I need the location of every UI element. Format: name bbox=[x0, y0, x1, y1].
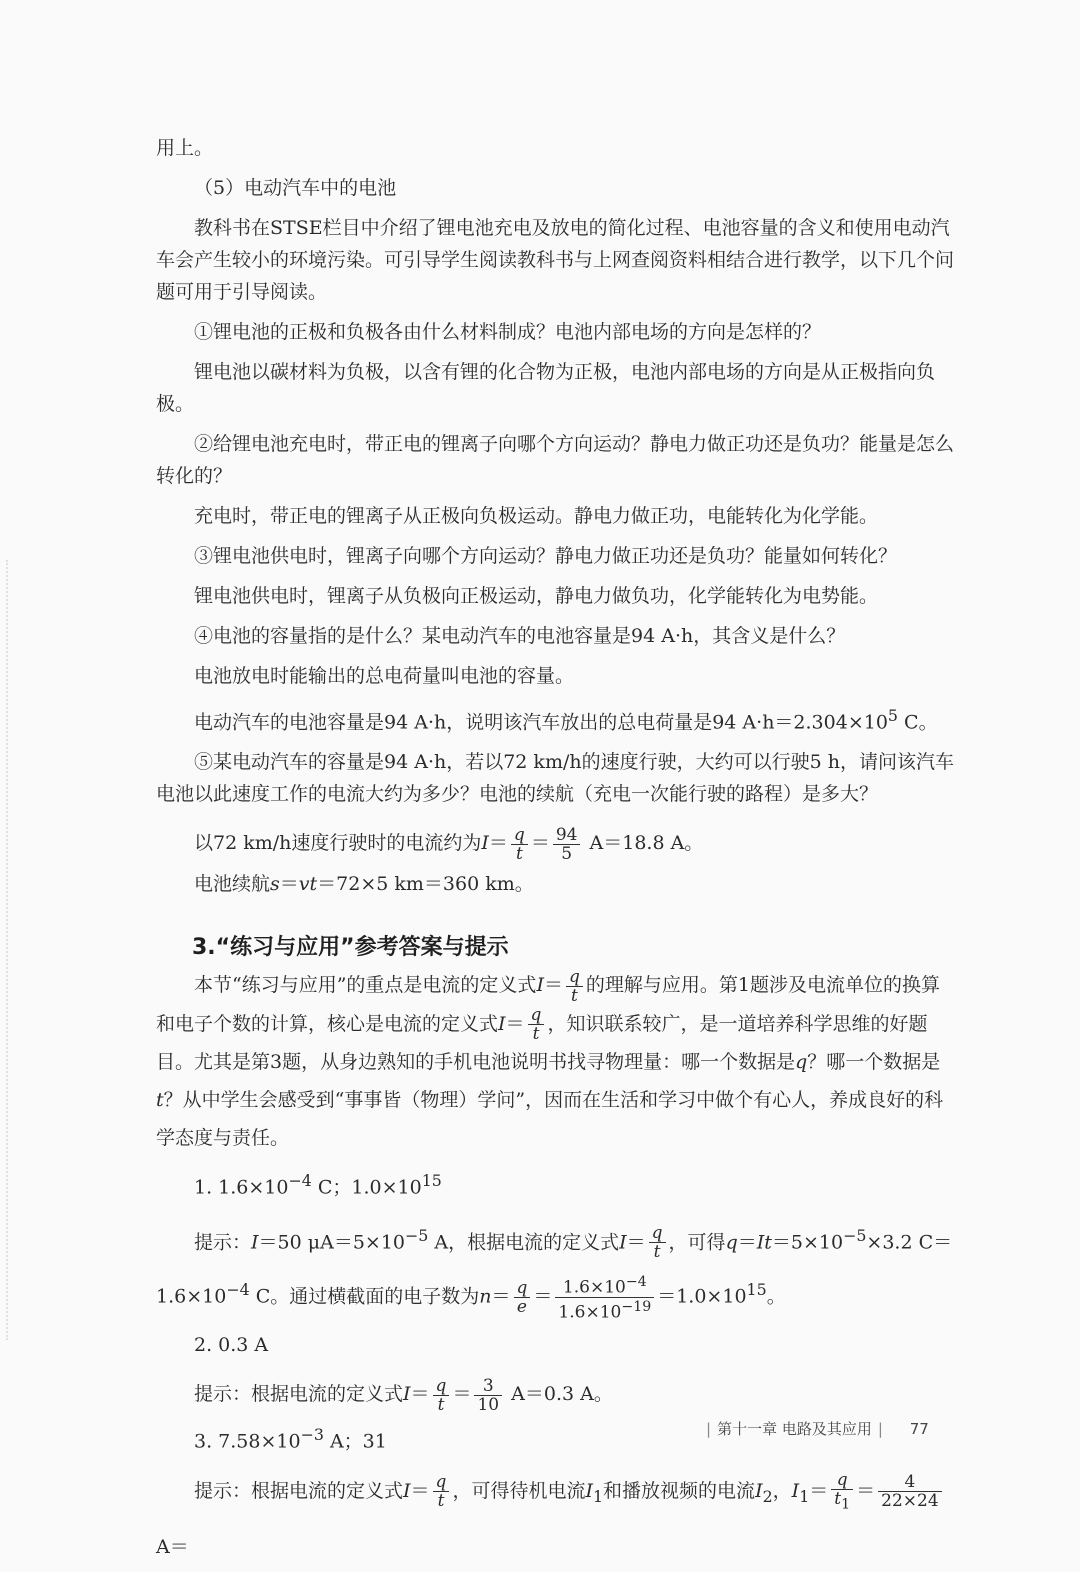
question-2: ②给锂电池充电时，带正电的锂离子向哪个方向运动？静电力做正功还是负功？能量是怎么转化的？ bbox=[156, 433, 955, 487]
question-3: ③锂电池供电时，锂离子向哪个方向运动？静电力做正功还是负功？能量如何转化？ bbox=[194, 545, 898, 567]
hint-2: 提示：根据电流的定义式I＝ $\frac{q}{t}$ ＝ $\frac{3}{10}$ A＝0.3 A。 bbox=[194, 1375, 613, 1415]
intro-paragraph: 教科书在STSE栏目中介绍了锂电池充电及放电的简化过程、电池容量的含义和使用电动汽车会产生较小的环境污染。可引导学生阅读教科书与上网查阅资料相结合进行教学，以下几个问题可用于引导阅读。 bbox=[156, 217, 955, 303]
answer-5b: 电池续航s＝vt＝72×5 km＝360 km。 bbox=[194, 873, 534, 896]
hint-1: 提示：I＝50 $\mu A=5\times 10^{-5}$ A，根据电流的定义式I＝ $\frac{q}{t}$ ，可得$q=It=5\times 10^{-5}\times 3.2$ $C=1.6\times 10^{-4}$ C。通过横截面的电子数为n＝ $\frac{q}{e}$ ＝ $\frac{1.6\times 10^{-4}}{1.6\times 10^{-19}}$ $=1.0\times 10^{15}$。 bbox=[156, 1223, 953, 1323]
chapter-label: 第十一章 bbox=[717, 1420, 778, 1438]
answer-3: 锂电池供电时，锂离子从负极向正极运动，静电力做负功，化学能转化为电势能。 bbox=[194, 585, 879, 607]
answer-1: 锂电池以碳材料为负极，以含有锂的化合物为正极，电池内部电场的方向是从正极指向负极。 bbox=[156, 361, 936, 415]
fraction-electron-count: $\frac{1.6\times 10^{-4}}{1.6\times 10^{-19}}$ bbox=[555, 1273, 654, 1321]
section-3-heading: 3.“练习与应用”参考答案与提示 bbox=[192, 935, 509, 961]
section-3-paragraph: 本节“练习与应用”的重点是电流的定义式I＝ $\frac{q}{t}$ 的理解与应用。第1题涉及电流单位的换算和电子个数的计算，核心是电流的定义式I＝ $\frac{q}{t}$ ，知识联系较广，是一道培养科学思维的好题目。尤其是第3题，从身边熟知的手机电池说明书找寻物理量：哪一个数据是q？哪一个数据是t？从中学生会感受到“事事皆（物理）学问”，因而在生活和学习中做个有心人，养成良好的科学态度与责任。 bbox=[156, 966, 944, 1150]
fraction-q-over-t: $\frac{q}{t}$ bbox=[511, 826, 528, 863]
answer-item-2: 2. 0.3 A bbox=[194, 1334, 269, 1357]
fraction-94-over-5: $\frac{94}{5}$ bbox=[553, 826, 581, 863]
fraction-q-over-t: $\frac{q}{t}$ bbox=[433, 1473, 450, 1510]
answer-4b: 电动汽车的电池容量是94 A·h，说明该汽车放出的总电荷量是94 $A\cdot h=2.304\times 10^5$ C。 bbox=[194, 706, 938, 734]
page-number: 77 bbox=[909, 1420, 929, 1438]
answer-2: 充电时，带正电的锂离子从正极向负极运动。静电力做正功，电能转化为化学能。 bbox=[194, 505, 879, 527]
question-1: ①锂电池的正极和负极各由什么材料制成？电池内部电场的方向是怎样的？ bbox=[194, 321, 822, 343]
paragraph-top: 用上。 bbox=[156, 137, 214, 159]
question-5: ⑤某电动汽车的容量是94 A·h，若以72 km/h的速度行驶，大约可以行驶5 h，请问该汽车电池以此速度工作的电流大约为多少？电池的续航（充电一次能行驶的路程）是多大？ bbox=[156, 751, 954, 806]
binding-edge bbox=[6, 560, 10, 1340]
hint-3: 提示：根据电流的定义式I＝ $\frac{q}{t}$ ，可得待机电流$I_1$和播放视频的电流$I_2$，$I_1=$ $\frac{q}{t_1}$ ＝ $\frac{4}{22\times 24}$ A＝ bbox=[156, 1466, 956, 1572]
page-footer: | 第十一章 电路及其应用 | 77 bbox=[706, 1420, 929, 1438]
answer-5a: 以72 km/h速度行驶时的电流约为I＝ $\frac{q}{t}$ ＝ $\frac{94}{5}$ A＝18.8 A。 bbox=[194, 824, 704, 864]
fraction-q-over-t: $\frac{q}{t}$ bbox=[433, 1377, 450, 1414]
subheading-5: （5）电动汽车中的电池 bbox=[194, 177, 397, 199]
chapter-title: 电路及其应用 bbox=[781, 1420, 872, 1438]
answer-item-1: 1. $1.6\times 10^{-4}$ C；$1.0\times 10^{15}$ bbox=[194, 1171, 442, 1199]
answer-item-3: 3. $7.58\times 10^{-3}$ A；31 bbox=[194, 1425, 387, 1453]
question-4: ④电池的容量指的是什么？某电动汽车的电池容量是94 A·h，其含义是什么？ bbox=[194, 625, 846, 647]
fraction-q-over-t: $\frac{q}{t}$ bbox=[649, 1224, 666, 1261]
fraction-q-over-t: $\frac{q}{t}$ bbox=[566, 968, 583, 1005]
fraction-q-over-t: $\frac{q}{t}$ bbox=[528, 1006, 545, 1043]
fraction-q-over-t1: $\frac{q}{t_1}$ bbox=[831, 1471, 853, 1513]
fraction-4-over-22x24: $\frac{4}{22\times 24}$ bbox=[878, 1473, 942, 1510]
answer-4a: 电池放电时能输出的总电荷量叫电池的容量。 bbox=[194, 665, 575, 687]
content bbox=[156, 132, 956, 1572]
fraction-3-over-10: $\frac{3}{10}$ bbox=[474, 1377, 502, 1414]
fraction-q-over-e: $\frac{q}{e}$ bbox=[514, 1279, 531, 1316]
